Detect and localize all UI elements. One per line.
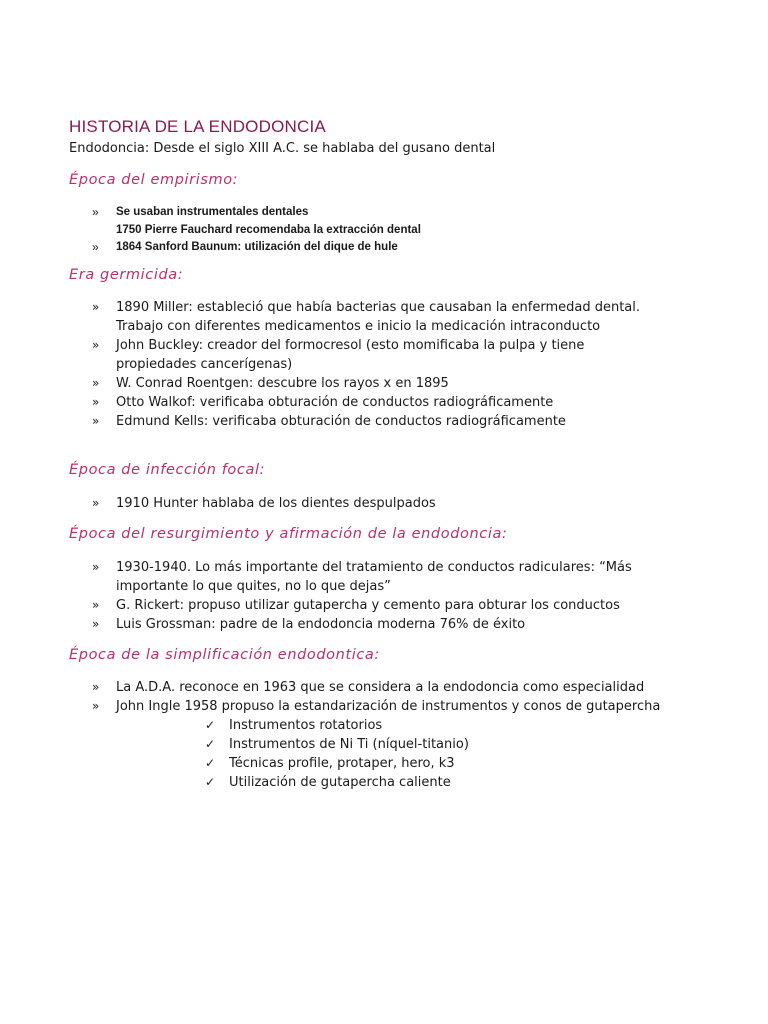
list-item-continuation: 1750 Pierre Fauchard recomendaba la extracción dental [116, 223, 421, 236]
list-item-continuation: propiedades cancerígenas) [116, 357, 293, 372]
bullet-icon: » [92, 598, 100, 612]
section-heading-empirismo: Época del empirismo: [69, 172, 239, 188]
list-item: » 1910 Hunter hablaba de los dientes despulpados [92, 496, 436, 511]
list-item: » La A.D.A. reconoce en 1963 que se considera a la endodoncia como especialidad [92, 680, 645, 695]
empirismo-list [92, 204, 421, 257]
checkmark-icon: ✓ [205, 737, 216, 751]
bullet-icon: » [92, 376, 100, 390]
checkmark-icon: ✓ [205, 718, 216, 732]
resurgimiento-list [92, 558, 632, 634]
checklist-item: ✓ Instrumentos rotatorios [205, 718, 383, 733]
checkmark-icon: ✓ [205, 775, 216, 789]
checkmark-icon: ✓ [205, 756, 216, 770]
document-title: HISTORIA DE LA ENDODONCIA [69, 117, 326, 136]
simplificacion-list [92, 678, 660, 716]
bullet-icon: » [92, 680, 100, 694]
bullet-icon: » [92, 205, 99, 219]
list-item: » John Ingle 1958 propuso la estandarización de instrumentos y conos de gutapercha [92, 699, 661, 714]
list-item-continuation: Trabajo con diferentes medicamentos e inicio la medicación intraconducto [116, 319, 601, 334]
list-item: » Otto Walkof: verificaba obturación de conductos radiográficamente [92, 395, 554, 410]
list-item: » 1864 Sanford Baunum: utilización del dique de hule [92, 239, 421, 257]
bullet-icon: » [92, 300, 100, 314]
bullet-icon: » [92, 496, 100, 510]
bullet-icon: » [92, 560, 100, 574]
bullet-icon: » [92, 617, 100, 631]
section-heading-infeccion-focal: Época de infección focal: [69, 462, 266, 478]
bullet-icon: » [92, 699, 100, 713]
intro-text: Endodoncia: Desde el siglo XIII A.C. se hablaba del gusano dental [69, 141, 496, 156]
bullet-icon: » [92, 240, 99, 254]
list-item-continuation: importante lo que quites, no lo que dejas” [116, 579, 391, 594]
list-item: » Luis Grossman: padre de la endodoncia moderna 76% de éxito [92, 617, 526, 632]
list-item: » 1930-1940. Lo más importante del tratamiento de conductos radiculares: “Más [92, 560, 632, 575]
germicida-list [92, 298, 640, 431]
list-item: » Edmund Kells: verificaba obturación de conductos radiográficamente [92, 414, 566, 429]
list-item: » W. Conrad Roentgen: descubre los rayos x en 1895 [92, 376, 449, 391]
bullet-icon: » [92, 395, 100, 409]
checklist-item: ✓ Instrumentos de Ni Ti (níquel-titanio) [205, 737, 469, 752]
simplificacion-checklist [205, 716, 469, 792]
bullet-icon: » [92, 338, 100, 352]
checklist-item: ✓ Técnicas profile, protaper, hero, k3 [205, 756, 455, 771]
infeccion-focal-list [92, 494, 436, 513]
section-heading-resurgimiento: Época del resurgimiento y afirmación de la endodoncia: [69, 526, 508, 542]
list-item: » Se usaban instrumentales dentales [92, 204, 421, 222]
list-item: » John Buckley: creador del formocresol (esto momificaba la pulpa y tiene [92, 338, 585, 353]
bullet-icon: » [92, 414, 100, 428]
section-heading-simplificacion: Época de la simplificación endodontica: [69, 647, 380, 663]
list-item: » G. Rickert: propuso utilizar gutapercha y cemento para obturar los conductos [92, 598, 620, 613]
checklist-item: ✓ Utilización de gutapercha caliente [205, 775, 451, 790]
list-item: » 1890 Miller: estableció que había bacterias que causaban la enfermedad dental. [92, 300, 641, 315]
section-heading-germicida: Era germicida: [69, 267, 184, 283]
